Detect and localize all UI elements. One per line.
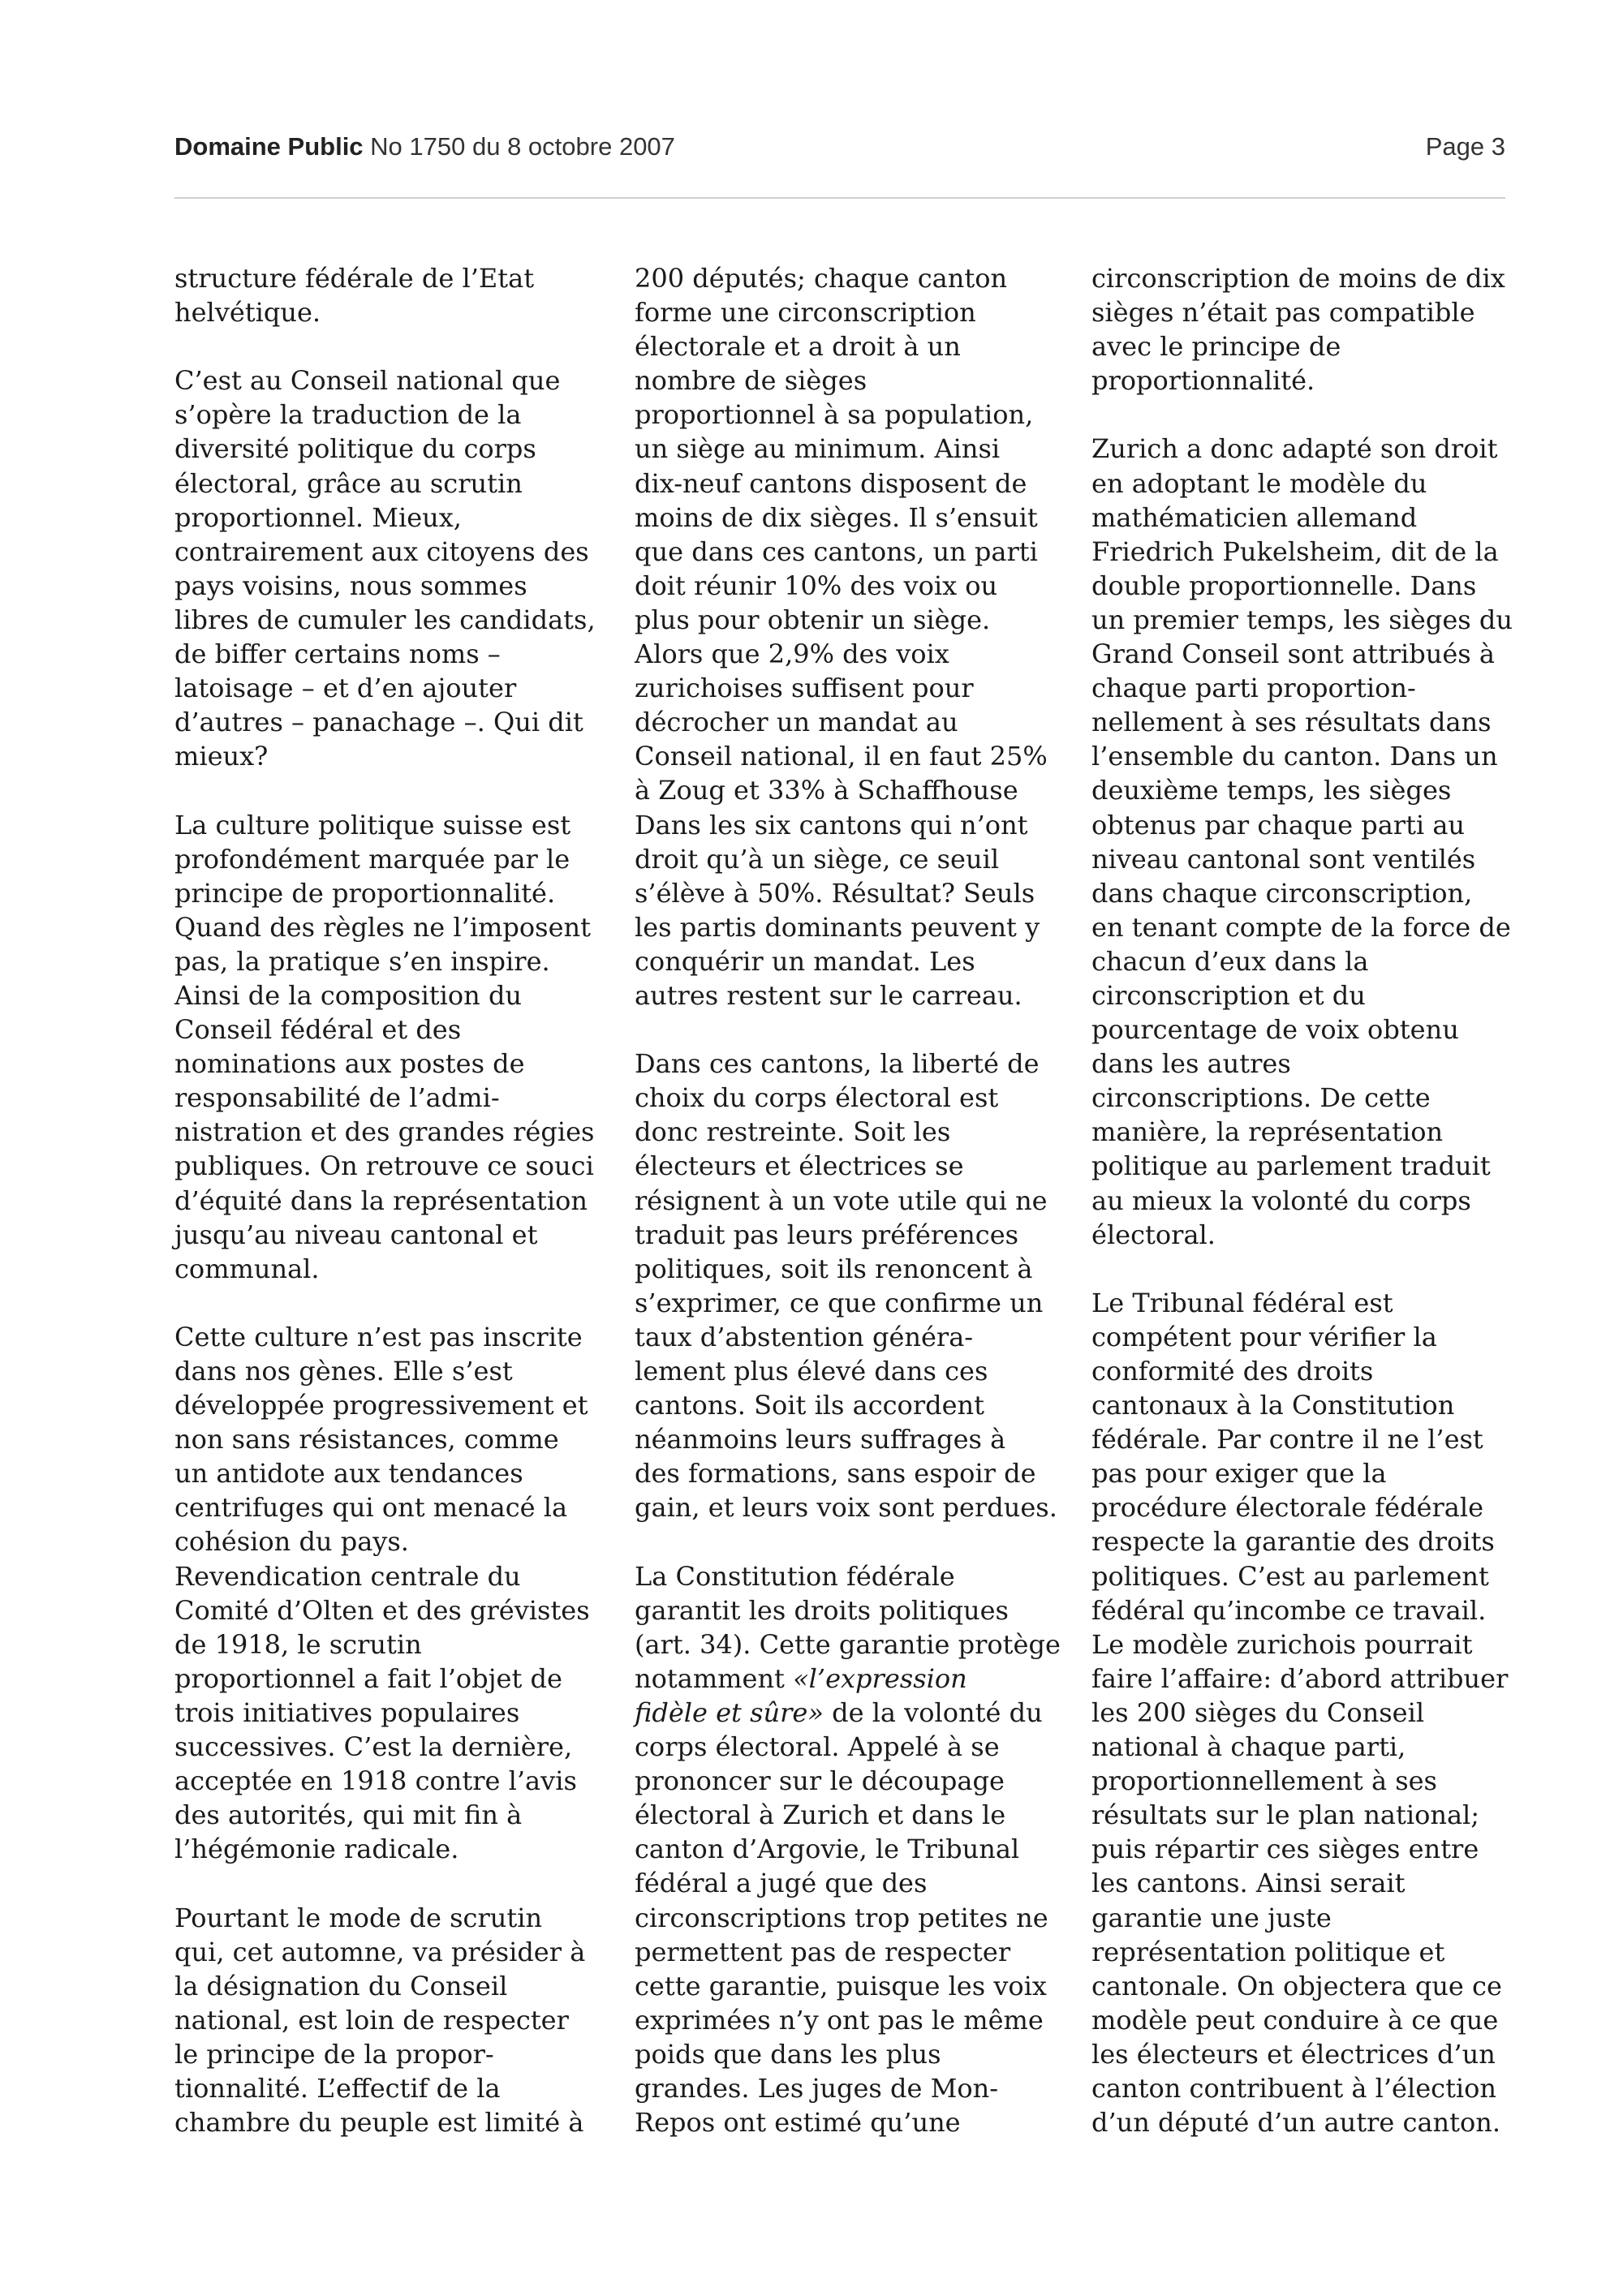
text-line: forme une circonscription: [635, 297, 976, 329]
text-line: développée progressivement et: [174, 1390, 588, 1421]
text-line: nombre de sièges: [635, 365, 867, 397]
header-left: [174, 132, 675, 161]
paragraph: [174, 1320, 629, 1867]
text-line: s’exprimer, ce que confirme un: [635, 1287, 1044, 1318]
text-line: d’équité dans la représentation: [174, 1185, 588, 1216]
text-line: d’un député d’un autre canton.: [1091, 2107, 1501, 2139]
text-line: les cantons. Ainsi serait: [1091, 1868, 1406, 1899]
text-line: de biffer certains noms –: [174, 638, 501, 670]
text-line: helvétique.: [174, 297, 321, 329]
paragraph: [174, 1901, 629, 2140]
text-line: un premier temps, les sièges du: [1091, 604, 1513, 635]
text-line: Cette culture n’est pas inscrite: [174, 1321, 583, 1352]
text-line: électorale et a droit à un: [635, 331, 961, 363]
text-line: diversité politique du corps: [174, 433, 536, 465]
text-line: puis répartir ces sièges entre: [1091, 1834, 1479, 1865]
text-line: compétent pour vérifier la: [1091, 1321, 1437, 1352]
paragraph: [174, 808, 629, 1286]
paragraph: [174, 261, 629, 329]
text-line: avec le principe de: [1091, 331, 1341, 363]
text-line: deuxième temps, les sièges: [1091, 775, 1452, 806]
text-line: permettent pas de respecter: [635, 1936, 1011, 1967]
text-line: un antidote aux tendances: [174, 1458, 523, 1490]
text-line: pas pour exiger que la: [1091, 1458, 1387, 1490]
text-line: cantons. Soit ils accordent: [635, 1390, 984, 1421]
text-line: niveau cantonal sont ventilés: [1091, 843, 1476, 875]
text-line: manière, la représentation: [1091, 1116, 1444, 1148]
text-line: mathématicien allemand: [1091, 501, 1418, 533]
text-line: les 200 sièges du Conseil: [1091, 1696, 1425, 1728]
text-line: l’hégémonie radicale.: [174, 1834, 459, 1865]
text-line: Dans les six cantons qui n’ont: [635, 809, 1028, 841]
text-line: Grand Conseil sont attribués à: [1091, 638, 1495, 670]
text-line: choix du corps électoral est: [635, 1082, 999, 1114]
text-line: proportionnel à sa population,: [635, 399, 1034, 431]
text-line: garantit les droits politiques: [635, 1594, 1009, 1626]
text-line: politiques, soit ils renoncent à: [635, 1253, 1033, 1284]
text-line: structure fédérale de l’Etat: [174, 263, 535, 294]
text-line: un siège au minimum. Ainsi: [635, 433, 1001, 465]
text-line: proportionnalité.: [1091, 365, 1315, 397]
quoted-text: «l’expression: [793, 1662, 967, 1694]
text-line: sièges n’était pas compatible: [1091, 297, 1475, 329]
text-line: corps électoral. Appelé à se: [635, 1731, 1000, 1763]
text-line: d’autres – panachage –. Qui dit: [174, 707, 583, 738]
text-line: La Constitution fédérale: [635, 1560, 955, 1592]
paragraph: [174, 363, 629, 773]
page-number: Page 3: [1425, 132, 1505, 161]
text-line: les partis dominants peuvent y: [635, 911, 1040, 943]
text-line: taux d’abstention généra-: [635, 1321, 974, 1352]
page-header: [174, 132, 1505, 173]
text-line: contrairement aux citoyens des: [174, 535, 589, 567]
text-line: en tenant compte de la force de: [1091, 911, 1511, 943]
text-line: dans nos gènes. Elle s’est: [174, 1356, 513, 1387]
paragraph: [635, 261, 1089, 1013]
text-line: dix-neuf cantons disposent de: [635, 467, 1027, 499]
text-line: des formations, sans espoir de: [635, 1458, 1036, 1490]
text-line: fédéral a jugé que des: [635, 1868, 928, 1899]
text-line: doit réunir 10% des voix ou: [635, 570, 998, 601]
text-line: libres de cumuler les candidats,: [174, 604, 596, 635]
text-line: fédérale. Par contre il ne l’est: [1091, 1424, 1483, 1455]
text-line: gain, et leurs voix sont perdues.: [635, 1492, 1057, 1524]
text-line: en adoptant le modèle du: [1091, 467, 1427, 499]
text-line: poids que dans les plus: [635, 2038, 941, 2070]
text-line: profondément marquée par le: [174, 843, 570, 875]
text-line: Revendication centrale du: [174, 1560, 521, 1592]
text-line: fédéral qu’incombe ce travail.: [1091, 1594, 1487, 1626]
text-line: canton d’Argovie, le Tribunal: [635, 1834, 1020, 1865]
text-line: La culture politique suisse est: [174, 809, 571, 841]
text-line: plus pour obtenir un siège.: [635, 604, 991, 635]
paragraph: [635, 1047, 1089, 1524]
text-line: électoral, grâce au scrutin: [174, 467, 523, 499]
text-line: les électeurs et électrices d’un: [1091, 2038, 1496, 2070]
text-line: au mieux la volonté du corps: [1091, 1185, 1471, 1216]
text-line: dans les autres: [1091, 1048, 1291, 1080]
text-line: proportionnel. Mieux,: [174, 501, 462, 533]
text-line: que dans ces cantons, un parti: [635, 535, 1038, 567]
text-line: néanmoins leurs suffrages à: [635, 1424, 1006, 1455]
text-line: la désignation du Conseil: [174, 1970, 508, 2001]
text-line: circonscription de moins de dix: [1091, 263, 1505, 294]
text-line: exprimées n’y ont pas le même: [635, 2004, 1044, 2036]
text-line: respecte la garantie des droits: [1091, 1526, 1495, 1558]
text-line: cantonaux à la Constitution: [1091, 1390, 1455, 1421]
paragraph: [1091, 432, 1546, 1251]
text-line: Friedrich Pukelsheim, dit de la: [1091, 535, 1499, 567]
text-line: Ainsi de la composition du: [174, 979, 523, 1011]
text-line: politiques. C’est au parlement: [1091, 1560, 1489, 1592]
text-line: Quand des règles ne l’imposent: [174, 911, 591, 943]
text-line: politique au parlement traduit: [1091, 1150, 1491, 1182]
text-line: Le modèle zurichois pourrait: [1091, 1628, 1473, 1660]
text-line: canton contribuent à l’élection: [1091, 2072, 1497, 2104]
text-line: l’ensemble du canton. Dans un: [1091, 741, 1498, 772]
text-line: Le Tribunal fédéral est: [1091, 1287, 1393, 1318]
paragraph: [1091, 261, 1546, 398]
text-line: cohésion du pays.: [174, 1526, 409, 1558]
text-line: non sans résistances, comme: [174, 1424, 559, 1455]
text-line: mieux?: [174, 741, 269, 772]
text-line: Zurich a donc adapté son droit: [1091, 433, 1498, 465]
text-column-3: [1091, 261, 1546, 2139]
text-line: modèle peut conduire à ce que: [1091, 2004, 1499, 2036]
publication-name: Domaine Public: [174, 132, 364, 161]
text-line: centrifuges qui ont menacé la: [174, 1492, 568, 1524]
text-line: 200 députés; chaque canton: [635, 263, 1008, 294]
text-column-1: [174, 261, 629, 2139]
quoted-text: fidèle et sûre»: [635, 1696, 824, 1728]
text-line: principe de proportionnalité.: [174, 877, 556, 909]
text-line: de 1918, le scrutin: [174, 1628, 422, 1660]
text-line: circonscription et du: [1091, 979, 1366, 1011]
text-line: faire l’affaire: d’abord attribuer: [1091, 1662, 1509, 1694]
text-line: Alors que 2,9% des voix: [635, 638, 949, 670]
issue-info: No 1750 du 8 octobre 2007: [370, 132, 675, 161]
text-line: fidèle et sûre» de la volonté du: [635, 1696, 1043, 1728]
text-line: jusqu’au niveau cantonal et: [174, 1219, 538, 1250]
text-line: des autorités, qui mit fin à: [174, 1799, 523, 1831]
text-line: national à chaque parti,: [1091, 1731, 1406, 1763]
text-line: résignent à un vote utile qui ne: [635, 1185, 1048, 1216]
text-line: le principe de la propor-: [174, 2038, 494, 2070]
text-line: circonscriptions trop petites ne: [635, 1902, 1048, 1933]
text-line: acceptée en 1918 contre l’avis: [174, 1765, 577, 1797]
text-line: chaque parti proportion-: [1091, 673, 1416, 704]
text-line: nistration et des grandes régies: [174, 1116, 595, 1148]
text-line: électoral.: [1091, 1219, 1216, 1250]
text-line: successives. C’est la dernière,: [174, 1731, 573, 1763]
text-line: électeurs et électrices se: [635, 1150, 964, 1182]
text-line: pourcentage de voix obtenu: [1091, 1014, 1459, 1046]
paragraph: [635, 1559, 1089, 2140]
text-line: trois initiatives populaires: [174, 1696, 520, 1728]
text-line: cantonale. On objectera que ce: [1091, 1970, 1502, 2001]
text-line: qui, cet automne, va présider à: [174, 1936, 586, 1967]
text-line: procédure électorale fédérale: [1091, 1492, 1484, 1524]
text-line: droit qu’à un siège, ce seuil: [635, 843, 1000, 875]
text-line: chambre du peuple est limité à: [174, 2107, 584, 2139]
text-line: double proportionnelle. Dans: [1091, 570, 1477, 601]
text-line: conquérir un mandat. Les: [635, 945, 975, 977]
text-line: pays voisins, nous sommes: [174, 570, 527, 601]
text-line: proportionnellement à ses: [1091, 1765, 1437, 1797]
text-line: national, est loin de respecter: [174, 2004, 569, 2036]
text-line: chacun d’eux dans la: [1091, 945, 1369, 977]
text-line: prononcer sur le découpage: [635, 1765, 1005, 1797]
text-line: Conseil national, il en faut 25%: [635, 741, 1048, 772]
text-line: cette garantie, puisque les voix: [635, 1970, 1047, 2001]
text-line: conformité des droits: [1091, 1356, 1374, 1387]
text-line: s’élève à 50%. Résultat? Seuls: [635, 877, 1035, 909]
text-line: tionnalité. L’effectif de la: [174, 2072, 501, 2104]
text-line: proportionnel a fait l’objet de: [174, 1662, 562, 1694]
text-line: grandes. Les juges de Mon-: [635, 2072, 999, 2104]
text-line: à Zoug et 33% à Schaffhouse: [635, 775, 1018, 806]
text-line: pas, la pratique s’en inspire.: [174, 945, 550, 977]
text-line: (art. 34). Cette garantie protège: [635, 1628, 1061, 1660]
text-line: autres restent sur le carreau.: [635, 979, 1022, 1011]
text-line: circonscriptions. De cette: [1091, 1082, 1431, 1114]
text-line: obtenus par chaque parti au: [1091, 809, 1466, 841]
text-line: électoral à Zurich et dans le: [635, 1799, 1006, 1831]
text-line: donc restreinte. Soit les: [635, 1116, 951, 1148]
text-line: Repos ont estimé qu’une: [635, 2107, 961, 2139]
text-line: moins de dix sièges. Il s’ensuit: [635, 501, 1038, 533]
text-line: s’opère la traduction de la: [174, 399, 522, 431]
text-line: Dans ces cantons, la liberté de: [635, 1048, 1040, 1080]
text-line: dans chaque circonscription,: [1091, 877, 1473, 909]
text-line: Pourtant le mode de scrutin: [174, 1902, 543, 1933]
paragraph: [1091, 1286, 1546, 2139]
text-line: représentation politique et: [1091, 1936, 1445, 1967]
text-line: nellement à ses résultats dans: [1091, 707, 1492, 738]
text-line: décrocher un mandat au: [635, 707, 958, 738]
text-line: latoisage – et d’en ajouter: [174, 673, 517, 704]
text-line: Conseil fédéral et des: [174, 1014, 462, 1046]
header-divider: [174, 197, 1505, 199]
text-line: communal.: [174, 1253, 320, 1284]
text-line: lement plus élevé dans ces: [635, 1356, 988, 1387]
text-line: résultats sur le plan national;: [1091, 1799, 1480, 1831]
text-line: nominations aux postes de: [174, 1048, 525, 1080]
text-column-2: [635, 261, 1089, 2139]
text-line: notamment «l’expression: [635, 1662, 967, 1694]
text-line: traduit pas leurs préférences: [635, 1219, 1019, 1250]
text-line: responsabilité de l’admi-: [174, 1082, 500, 1114]
text-line: zurichoises suffisent pour: [635, 673, 974, 704]
text-line: garantie une juste: [1091, 1902, 1332, 1933]
text-line: Comité d’Olten et des grévistes: [174, 1594, 590, 1626]
text-line: C’est au Conseil national que: [174, 365, 561, 397]
text-line: publiques. On retrouve ce souci: [174, 1150, 594, 1182]
